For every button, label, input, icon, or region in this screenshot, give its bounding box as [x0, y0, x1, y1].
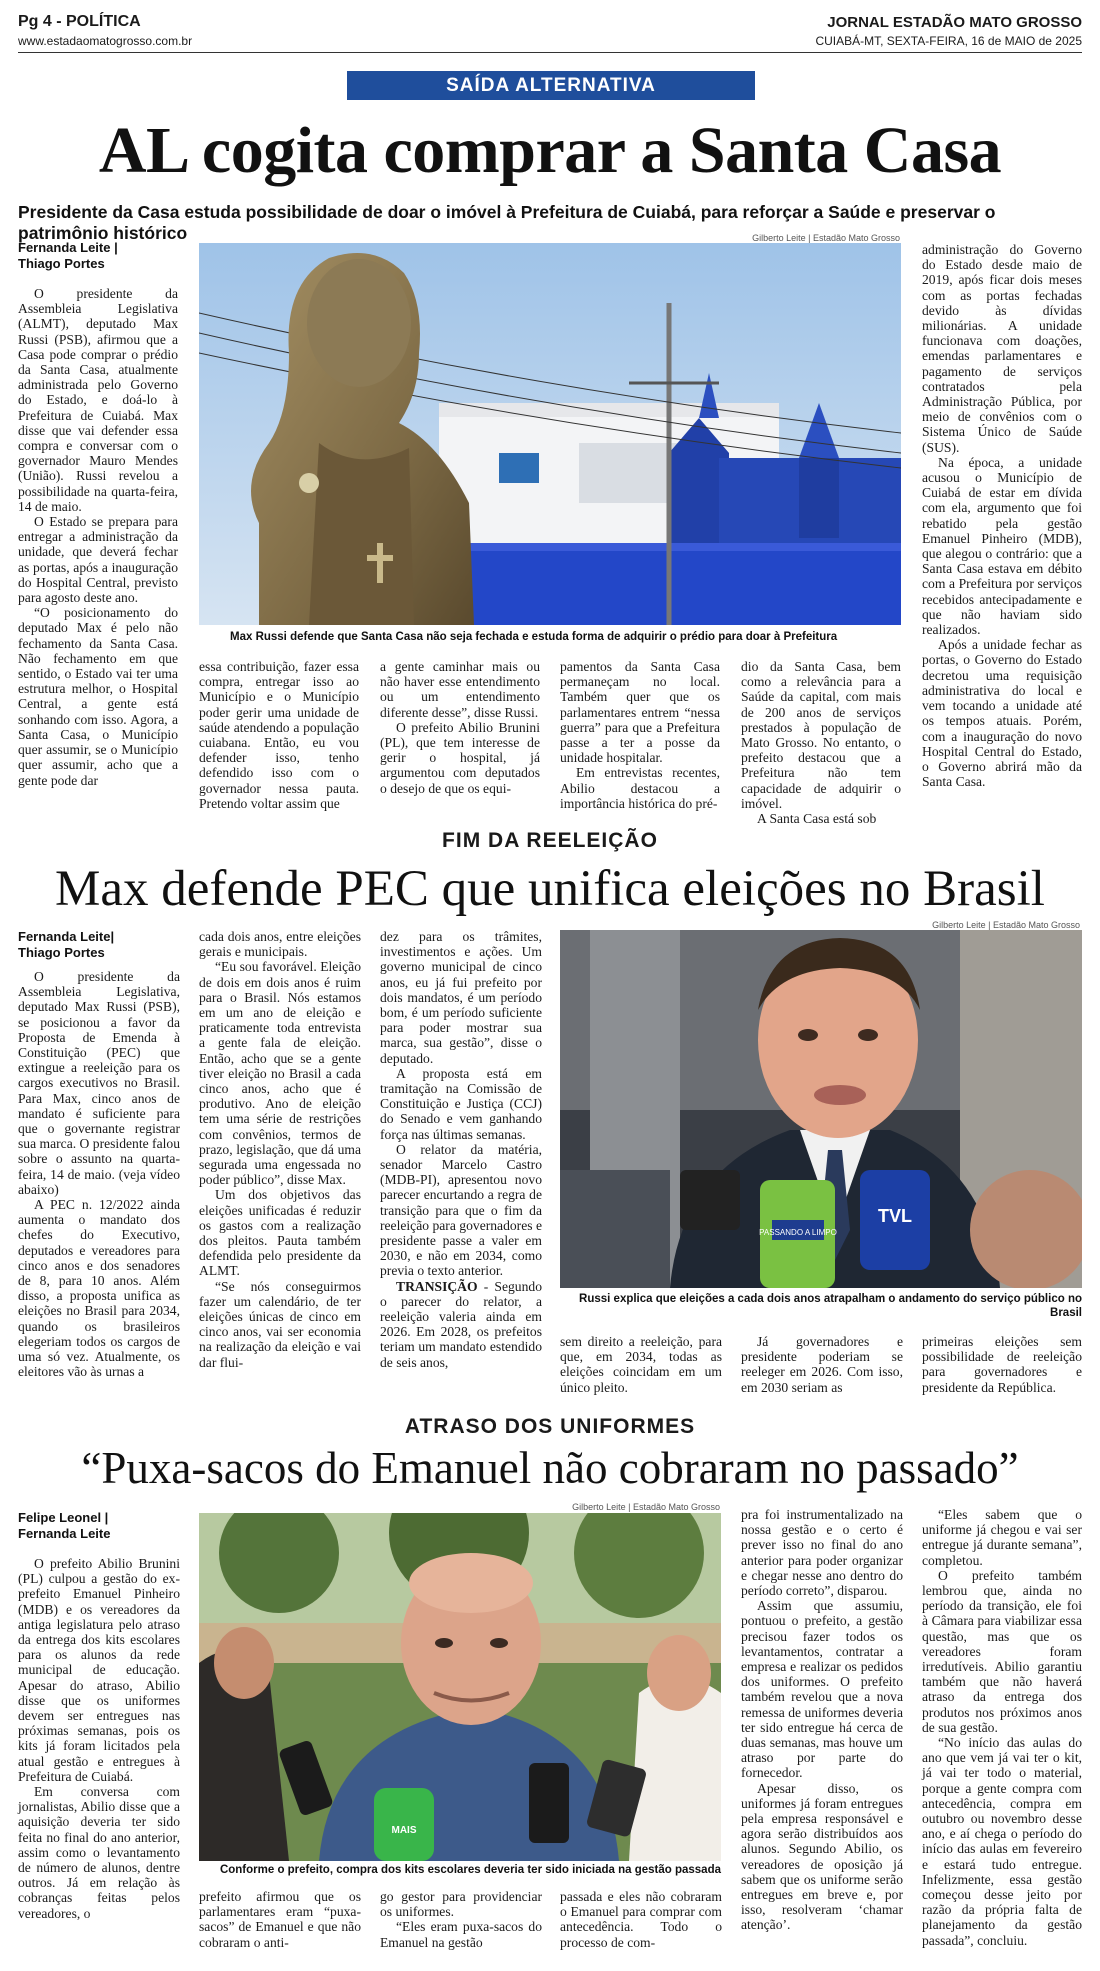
website-link[interactable]: www.estadaomatogrosso.com.br — [18, 34, 193, 48]
paragraph: “Eles sabem que o uniforme já chegou e vai ser entregue já durante semana”, completou. — [922, 1507, 1082, 1568]
story2-headline: Max defende PEC que unifica eleições no Brasil — [55, 861, 1045, 917]
mic-label: MAIS — [391, 1825, 417, 1836]
paragraph: Um dos objetivos das eleições unificadas é reduzir os gastos com a realização dos pleitos. Pauta também defendida pelo presidente da ALMT. — [199, 1187, 361, 1279]
paragraph: dez para os trâmites, investimentos e ações. Um governo municipal de cinco anos, eu já fui prefeito por dois mandatos, é um período bom, é um período suficiente para poder mostrar sua marca, sua gestão”, disse o deputado. — [380, 929, 542, 1066]
paragraph-text: - Segundo o parecer do relator, a reeleição valeria ainda em 2026. Em 2028, os prefeitos teriam um mandato estendido de seis anos, — [380, 1278, 542, 1370]
story2-kicker: FIM DA REELEIÇÃO — [442, 829, 658, 852]
story2-caption: Russi explica que eleições a cada dois anos atrapalham o andamento do serviço público no Brasil — [579, 1293, 1082, 1319]
story2-byline — [18, 929, 114, 961]
story1-headline: AL cogita comprar a Santa Casa — [98, 114, 1002, 187]
author-name: Thiago Portes — [18, 945, 105, 960]
paragraph: Na época, a unidade acusou o Município de Cuiabá de estar em dívida com ela, argumento que foi rebatido pela gestão Emanuel Pinheiro (MDB), que alegou o contrário: que a Santa Casa estava em débito com a Prefeitura por serviços recebidos antecipadamente e que não haviam sido realizados. — [922, 454, 1082, 638]
photo-credit: Gilberto Leite | Estadão Mato Grosso — [752, 233, 900, 243]
story2-column-5 — [741, 1334, 903, 1395]
paragraph: Após a unidade fechar as portas, o Governo do Estado decretou uma requisição administrativa do local e vem tocando a unidade até os tempos atuais. Porém, com a inauguração do novo Hospital Central do Estado, o Governo abrirá mão da Santa Casa. — [922, 637, 1082, 790]
story1-column-4 — [560, 659, 720, 811]
author-name: Fernanda Leite| — [18, 929, 115, 944]
paragraph: O Estado se prepara para entregar a administração da unidade, que deverá fechar as portas, após a inauguração do Hospital Central, previsto para agosto deste ano. — [18, 514, 178, 606]
paragraph: O prefeito também lembrou que, ainda no período da transição, ele foi à Câmara para viabilizar essa questão, mas que os vereadores foram irredutíveis. Abilio garantiu também que não haverá atraso da entrega dos produtos nos próximos anos de sua gestão. — [922, 1567, 1082, 1735]
paragraph: pra foi instrumentalizado na nossa gestão e o certo é prever isso no final do ano anterior para poder organizar e chegar nesse ano dentro do período correto”, disparou. — [741, 1507, 903, 1599]
paragraph: sem direito a reeleição, para que, em 2034, todas as eleições coincidam em um único pleito. — [560, 1334, 722, 1395]
paragraph: O presidente da Assembleia Legislativa (ALMT), deputado Max Russi (PSB), afirmou que a Casa pode comprar o prédio da Santa Casa, atualmente administrada pelo Governo do Estado, e doá-lo à Prefeitura de Cuiabá. Max disse que vai defender essa compra e conversar com o governador Mauro Mendes (União). Russi revelou a possibilidade na quarta-feira, 14 de maio. — [18, 286, 178, 514]
photo-credit: Gilberto Leite | Estadão Mato Grosso — [932, 920, 1080, 930]
story1-column-1 — [18, 286, 178, 788]
abilio-brunini-photo — [199, 1513, 721, 1861]
story3-column-4 — [560, 1889, 722, 1950]
story2-column-6 — [922, 1334, 1082, 1395]
subhead-transicao: TRANSIÇÃO — [396, 1278, 478, 1294]
story2-column-4 — [560, 1334, 722, 1395]
paragraph: cada dois anos, entre eleições gerais e municipais. — [199, 929, 361, 960]
paragraph: O prefeito Abilio Brunini (PL) culpou a gestão do ex-prefeito Emanuel Pinheiro (MDB) e os vereadores da antiga legislatura pelo atraso da entrega dos kits escolares para os alunos da rede municipal de educação. Apesar do atraso, Abilio disse que os uniformes devem ser entregues nas próximas semanas, pois os kits já foram licitados pela atual gestão e entregues à Prefeitura de Cuiabá. — [18, 1556, 180, 1784]
story3-column-6 — [922, 1507, 1082, 1948]
story1-byline — [18, 240, 118, 272]
paragraph: “O posicionamento do deputado Max é pelo não fechamento da Santa Casa. Não fechamento em que sentido, o Estado vai ter uma estrutura melhor, o Hospital Central, a gente está sonhando com isso. Agora, a Santa Casa, o Município quer assumir, se o Município quer assumir, acho que a gente pode dar — [18, 605, 178, 788]
page-section: Pg 4 - POLÍTICA — [18, 13, 141, 30]
paragraph: O prefeito Abilio Brunini (PL), que tem interesse de gerir o hospital, já argumentou com deputados o desejo de que os equi- — [380, 719, 540, 796]
paragraph: “Eu sou favorável. Eleição de dois em dois anos é ruim para o Brasil. Nós estamos em um ano de eleição e praticamente toda entrevista a gente fala de eleição. Então, acho que se a gente tiver eleição no Brasil a cada cinco anos, acho que é produtivo. Ano de eleição tem uma série de restrições com convênios, termos de prazo, legislação, que dá uma segurada uma engessada no poder público”, disse Max. — [199, 959, 361, 1188]
paragraph: “No início das aulas do ano que vem já vai ter o kit, já vai ter todo o material, porque a gente compra com antecedência, compra em outubro ou novembro desse ano, e aí chega o período do início das aulas em fevereiro e estará tudo entregue. Infelizmente, essa gestão começou desse jeito por razão da própria falta de planejamento da gestão passada”, concluiu. — [922, 1735, 1082, 1948]
story1-column-2 — [199, 659, 359, 811]
paragraph: “Se nós conseguirmos fazer um calendário, de ter eleições únicas de cinco em cinco anos, vai ser economia na realização da eleição e vai dar flui- — [199, 1278, 361, 1370]
story3-byline — [18, 1510, 110, 1542]
paragraph: dio da Santa Casa, bem como a relevância para a Saúde da capital, com mais de 200 anos de serviços prestados à população de Mato Grosso. No entanto, o prefeito destacou que a Prefeitura não tem capacidade de adquirir o imóvel. — [741, 659, 901, 811]
story1-column-5 — [741, 659, 901, 826]
story1-dek: Presidente da Casa estuda possibilidade de doar o imóvel à Prefeitura de Cuiabá, para reforçar a Saúde e preservar o patrimônio histórico — [18, 202, 996, 243]
story3-kicker: ATRASO DOS UNIFORMES — [404, 1415, 696, 1438]
story1-column-6 — [922, 242, 1082, 789]
paragraph: A Santa Casa está sob — [757, 811, 877, 827]
story3-column-3 — [380, 1889, 542, 1950]
mic-label: TVL — [878, 1206, 912, 1226]
santa-casa-photo — [199, 243, 901, 625]
story3-caption: Conforme o prefeito, compra dos kits escolares deveria ter sido iniciada na gestão passada — [219, 1864, 721, 1876]
paragraph: go gestor para providenciar os uniformes. — [380, 1889, 542, 1920]
paragraph — [380, 1279, 542, 1370]
paragraph: primeiras eleições sem possibilidade de reeleição para governadores e presidente da República. — [922, 1334, 1082, 1395]
header-divider — [18, 52, 1082, 53]
story1-column-3 — [380, 659, 540, 796]
story2-column-1 — [18, 969, 180, 1379]
paragraph: administração do Governo do Estado desde maio de 2019, após ficar dois meses com as portas fechadas devido às dívidas milionárias. A unidade funcionava com doações, emendas parlamentares e pagamento de serviços contratados pela Administração Pública, por meio de convênios com o Sistema Único de Saúde (SUS). — [922, 242, 1082, 455]
dateline: CUIABÁ-MT, SEXTA-FEIRA, 16 de MAIO de 2025 — [815, 34, 1082, 48]
story3-column-5 — [741, 1507, 903, 1933]
paragraph: essa contribuição, fazer essa compra, entregar isso ao Município e o Município poder gerir uma unidade de saúde atendendo a população cuiabana. Então, eu vou defender isso, tenho defendido isso com o governador nessa pauta. Pretendo voltar assim que — [199, 659, 359, 811]
story3-column-2 — [199, 1889, 361, 1950]
mic-label: PASSANDO A LIMPO — [759, 1228, 837, 1237]
paragraph: pamentos da Santa Casa permaneçam no local. Também quer que os parlamentares entrem “nessa guerra” para que a Prefeitura passe a ter a posse da unidade hospitalar. — [560, 659, 720, 766]
paragraph: Assim que assumiu, pontuou o prefeito, a gestão precisou fazer todos os levantamentos, contratar a empresa e realizar os pedidos dos uniformes. O prefeito também revelou que a nova remessa de uniformes deveria ter sido entregue há cerca de duas semanas, mas houve um atraso por parte do fornecedor. — [741, 1598, 903, 1781]
story3-headline: “Puxa-sacos do Emanuel não cobraram no passado” — [81, 1443, 1019, 1493]
story1-caption: Max Russi defende que Santa Casa não seja fechada e estuda forma de adquirir o prédio para doar à Prefeitura — [230, 631, 838, 643]
author-name: Fernanda Leite | — [18, 240, 118, 255]
story1-kicker: SAÍDA ALTERNATIVA — [347, 71, 755, 100]
story2-column-3 — [380, 929, 542, 1370]
paragraph: A proposta está em tramitação na Comissão de Constituição e Justiça (CCJ) do Senado e vem ganhando força nas últimas semanas. — [380, 1065, 542, 1142]
paragraph: Em entrevistas recentes, Abilio destacou a importância histórica do pré- — [560, 765, 720, 811]
paragraph: Já governadores e presidente poderiam se reeleger em 2026. Com isso, em 2030 seriam as — [741, 1334, 903, 1395]
paragraph: Apesar disso, os uniformes já foram entregues pela empresa responsável e agora serão distribuídos aos alunos. Segundo Abilio, os vereadores de oposição já sabem que os uniforme serão entregues em breve e, por isso, resolveram ‘chamar atenção’. — [741, 1780, 903, 1933]
paragraph: a gente caminhar mais ou não haver esse entendimento ou um entendimento diferente desse”, disse Russi. — [380, 659, 540, 720]
author-name: Thiago Portes — [18, 256, 105, 271]
max-russi-photo — [560, 930, 1082, 1288]
story2-column-2 — [199, 929, 361, 1370]
paragraph: “Eles eram puxa-sacos do Emanuel na gestão — [380, 1919, 542, 1950]
photo-credit: Gilberto Leite | Estadão Mato Grosso — [572, 1502, 720, 1512]
author-name: Felipe Leonel | — [18, 1510, 109, 1525]
paragraph: passada e eles não cobraram o Emanuel para comprar com antecedência. Todo o processo de com- — [560, 1889, 722, 1950]
paragraph: A PEC n. 12/2022 ainda aumenta o mandato dos chefes do Executivo, deputados e vereadores para cinco anos e dos senadores de 8, para 10 anos. Além disso, a proposta unifica as eleições no Brasil para 2034, quando os brasileiros elegeriam todos os cargos de uma só vez. Atualmente, os eleitores vão às urnas a — [18, 1197, 180, 1380]
paragraph: prefeito afirmou que os parlamentares eram “puxa-sacos” de Emanuel e que não cobraram o anti- — [199, 1889, 361, 1950]
author-name: Fernanda Leite — [18, 1526, 111, 1541]
paragraph: O presidente da Assembleia Legislativa, deputado Max Russi (PSB), se posicionou a favor da Proposta de Emenda à Constituição (PEC) que extingue a reeleição para os cargos executivos no Brasil. Para Max, cinco anos de mandato é suficiente para que o governante registrar sua marca. O presidente falou sobre o assunto na quarta-feira, 14 de maio. (veja vídeo abaixo) — [18, 969, 180, 1197]
story3-column-1 — [18, 1556, 180, 1921]
newspaper-name: JORNAL ESTADÃO MATO GROSSO — [827, 14, 1082, 31]
paragraph: O relator da matéria, senador Marcelo Castro (MDB-PI), apresentou novo parecer encurtando a regra de transição para que o fim da reeleição para governadores e presidente passe a valer em 2030, e não em 2034, como previa o texto anterior. — [380, 1141, 542, 1279]
paragraph: Em conversa com jornalistas, Abilio disse que a aquisição deveria ter sido feita no final do ano anterior, assim como o levantamento de número de alunos, dentre outros. Já em relação às cobranças feitas pelos vereadores, o — [18, 1784, 180, 1921]
